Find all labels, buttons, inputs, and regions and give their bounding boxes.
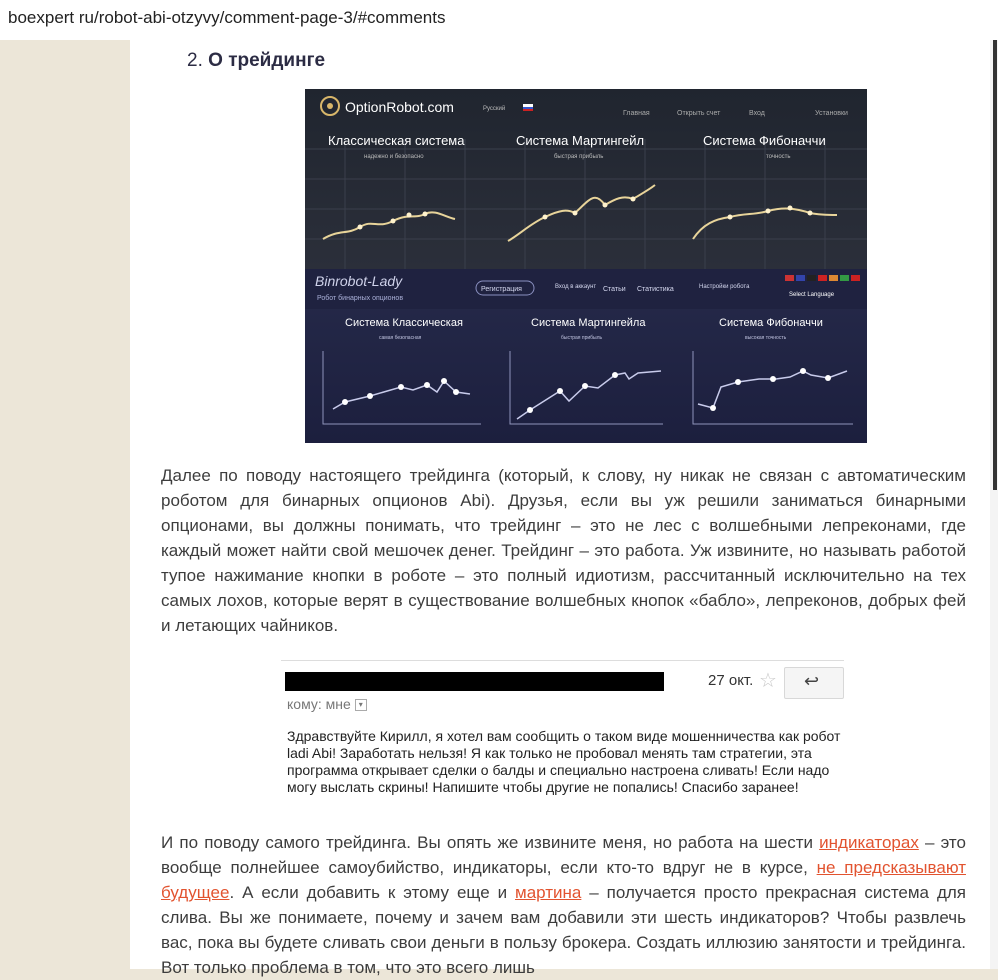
binrobot-login: Вход в аккаунт — [555, 284, 597, 290]
email-screenshot — [281, 660, 844, 825]
reply-button — [784, 667, 844, 699]
optionrobot-nav-settings: Установки — [815, 110, 848, 117]
binrobot-tagline: Робот бинарных опционов — [317, 295, 404, 302]
optionrobot-brand: OptionRobot.com — [345, 99, 454, 115]
scrollbar[interactable] — [990, 40, 998, 969]
article-page — [130, 40, 990, 977]
email-recipient — [287, 696, 367, 712]
paragraph-2-text-1: И по поводу самого трейдинга. Вы опять же извините меня, но работа на шести — [161, 833, 820, 852]
scrollbar-thumb[interactable] — [993, 40, 997, 490]
paragraph-1: Далее по поводу настоящего трейдинга (который, к слову, ну никак не связан с автоматическим роботом для бинарных опционов Abi). Друзья, если вы уж решили заниматься бинарными опционами, вы должны понимать, что трейдинг – это не лес с волшебными лепреконами, где каждый может найти свой мешочек денег. Трейдинг – это работа. Уж извините, но называть работой тупое нажимание кнопки в роботе – это полный идиотизм, рассчитанный исключительно на тех самых лохов, которые верят в существование волшебных кнопок «бабло», лепреконов, добрых фей и летающих чайников. — [161, 466, 966, 635]
email-recipient-text: кому: мне — [287, 696, 351, 712]
email-body: Здравствуйте Кирилл, я хотел вам сообщить о таком виде мошенничества как робот ladi Abi! Заработать нельзя! Я как только не пробовал менять там стратегии, эта программа открывает сделки о балды и специально настроена сливать! Если надо могу выслать скрины! Напишите чтобы другие не попались! Спасибо заранее! — [287, 728, 841, 795]
top-system-1-title: Классическая система — [328, 133, 465, 148]
language-flags-icon — [785, 275, 860, 281]
optionrobot-nav-open: Открыть счет — [677, 110, 721, 117]
section-heading — [187, 50, 325, 72]
paragraph-2-text-4: – получается просто прекрасная система для слива. Вы же понимаете, почему и зачем вам добавили эти шесть индикаторов? Чтобы развлечь вас, пока вы будете сливать свои деньги в пользу брокера. Создать иллюзию занятости и трейдинга. Вот только проблема в том, что это всего лишь — [161, 883, 966, 977]
binrobot-register: Регистрация — [481, 286, 522, 293]
reply-icon: ↩ — [804, 671, 820, 691]
robots-comparison-image — [305, 89, 867, 443]
paragraph-2-text-2: – это вообще полнейшее самоубийство, индикаторы, если кто-то вдруг не в курсе, — [161, 833, 966, 877]
top-system-1-sub: надежно и безопасно — [364, 154, 424, 160]
top-system-3-sub: точность — [766, 154, 791, 160]
chevron-down-icon: ▾ — [355, 699, 367, 711]
top-system-2-sub: быстрая прибыль — [554, 154, 604, 160]
optionrobot-nav-login: Вход — [749, 110, 765, 117]
bottom-system-2-sub: быстрая прибыль — [561, 335, 603, 341]
email-date: 27 окт. — [708, 672, 754, 689]
binrobot-brand: Binrobot-Lady — [315, 273, 403, 289]
bottom-system-3-sub: высокая точность — [745, 335, 787, 341]
optionrobot-nav-home: Главная — [623, 110, 650, 117]
top-system-3-title: Система Фибоначчи — [703, 133, 826, 148]
bottom-system-1-sub: самая безопасная — [379, 335, 422, 341]
heading-title: О трейдинге — [208, 50, 326, 71]
link-no-predict-future[interactable]: не предсказывают будущее — [161, 858, 966, 902]
heading-number: 2. — [187, 50, 203, 71]
link-martin[interactable]: мартина — [515, 883, 582, 902]
url-text[interactable]: boexpert ru/robot-abi-otzyvy/comment-page-3/#comments — [8, 8, 446, 27]
binrobot-articles: Статьи — [603, 286, 626, 293]
paragraph-2 — [161, 830, 966, 980]
bottom-system-1-title: Система Классическая — [345, 317, 463, 329]
binrobot-settings: Настройки робота — [699, 284, 750, 290]
bottom-system-2-title: Система Мартингейла — [531, 317, 646, 329]
optionrobot-lang: Русский — [483, 106, 506, 112]
link-indicators[interactable]: индикаторах — [819, 833, 919, 852]
bottom-system-3-title: Система Фибоначчи — [719, 317, 823, 329]
email-divider — [281, 660, 844, 661]
top-system-2-title: Система Мартингейл — [516, 133, 645, 148]
star-icon: ☆ — [759, 670, 777, 692]
binrobot-stats: Статистика — [637, 286, 674, 293]
address-bar[interactable] — [0, 0, 998, 40]
paragraph-2-text-3: . А если добавить к этому еще и — [229, 883, 515, 902]
binrobot-lang-select: Select Language — [789, 292, 835, 298]
redacted-sender — [285, 672, 664, 691]
